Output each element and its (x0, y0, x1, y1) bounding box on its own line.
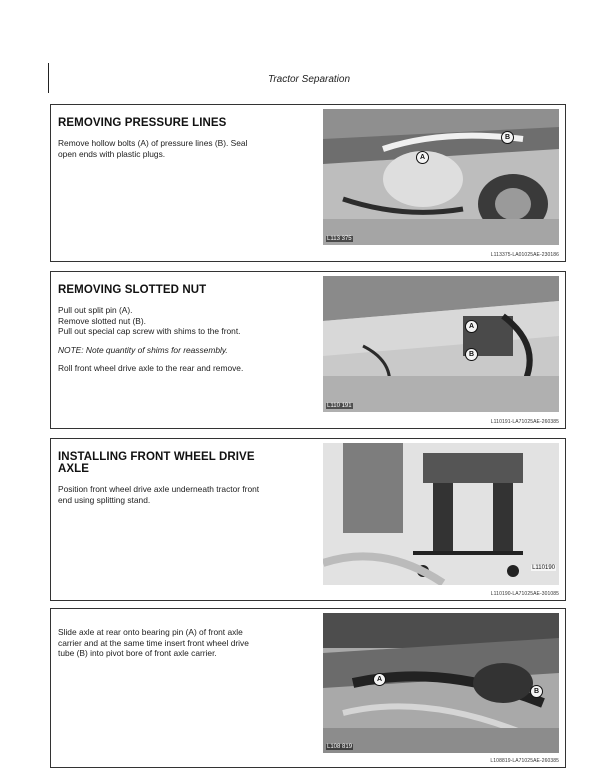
section-installing-front-wheel-drive-axle (50, 438, 566, 601)
photo-pressure-lines (323, 109, 559, 245)
photo-code: L110190-LA71025AE-301085 (490, 591, 559, 597)
callout-b: B (501, 131, 514, 144)
photo-code: L113375-LA01025AE-230186 (490, 252, 559, 258)
photo-image (323, 613, 559, 753)
section-text (58, 113, 320, 167)
instruction-paragraph: Slide axle at rear onto bearing pin (A) of front axle carrier and at the same time insert front wheel drive tube (B) into pivot bore of front axle carrier. (58, 627, 249, 658)
photo-code: L108819-LA71025AE-260385 (490, 758, 559, 764)
photo-label: L108 819 (327, 744, 353, 750)
photo-image (323, 109, 559, 245)
section-heading: REMOVING SLOTTED NUT (58, 284, 207, 296)
photo-image (323, 276, 559, 412)
callout-b: B (465, 348, 478, 361)
callout-b: B (530, 685, 543, 698)
section-removing-slotted-nut (50, 271, 566, 429)
callout-a: A (465, 320, 478, 333)
photo-code: L110191-LA71025AE-260385 (490, 419, 559, 425)
photo-splitting-stand (323, 443, 559, 585)
section-heading: INSTALLING FRONT WHEEL DRIVE AXLE (58, 451, 255, 475)
instruction-paragraph: Position front wheel drive axle underneath tractor front end using splitting stand. (58, 484, 260, 505)
photo-label: L113 375 (327, 236, 352, 242)
note-paragraph: NOTE: Note quantity of shims for reassembly. (58, 344, 228, 355)
section-heading: REMOVING PRESSURE LINES (58, 117, 227, 129)
photo-image (323, 443, 559, 585)
page-title: Tractor Separation (267, 74, 351, 85)
instruction-paragraph: Remove hollow bolts (A) of pressure lines (B). Seal open ends with plastic plugs. (58, 138, 248, 159)
section-text (58, 280, 320, 382)
photo-bearing-pin (323, 613, 559, 753)
callout-a: A (416, 151, 429, 164)
instruction-paragraph: Pull out split pin (A). Remove slotted nut (B). Pull out special cap screw with shims to the front. (58, 305, 241, 336)
callout-a: A (373, 673, 386, 686)
photo-label: L110190 (532, 565, 555, 571)
page-header (48, 63, 569, 93)
section-text (58, 447, 320, 513)
photo-label: L110 191 (327, 403, 352, 409)
section-removing-pressure-lines (50, 104, 566, 262)
photo-slotted-nut (323, 276, 559, 412)
instruction-paragraph: Roll front wheel drive axle to the rear and remove. (58, 363, 244, 373)
section-slide-axle (50, 608, 566, 768)
section-text (58, 617, 320, 667)
